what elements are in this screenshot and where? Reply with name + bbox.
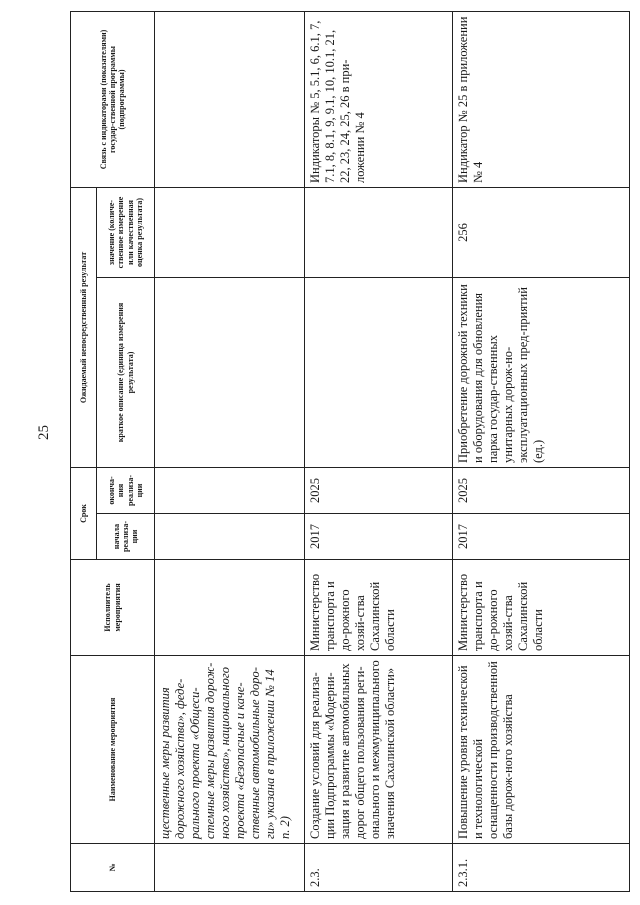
program-table — [70, 11, 630, 892]
row-desc — [155, 278, 305, 468]
row-executor: Министерство транспорта и до-рожного хозяй-ства Сахалинской области — [305, 560, 453, 656]
row-desc — [305, 278, 453, 468]
row-executor: Министерство транспорта и до-рожного хозяй-ства Сахалинской области — [453, 560, 630, 656]
row-end: 2025 — [305, 468, 453, 514]
row-num: 2.3.1. — [453, 844, 630, 892]
row-start: 2017 — [453, 514, 630, 560]
header-link: Связь с индикаторами (показателями) государ-ственной программы (подпрограммы) — [71, 12, 155, 188]
header-name: Наименование мероприятия — [71, 656, 155, 844]
row-name: Создание условий для реализа-ции Подпрограммы «Модерни-зация и развитие автомобильных дорог общего пользования реги-онального и межмуниципального значения Сахалинской области» — [305, 656, 453, 844]
program-table-sheet — [70, 12, 630, 892]
row-desc: Приобретение дорожной техники и оборудования для обновления парка государ-ственных унитарных дорож-но-эксплуатационных пред-приятий (ед.) — [453, 278, 630, 468]
row-num — [155, 844, 305, 892]
row-link — [155, 12, 305, 188]
row-value — [155, 188, 305, 278]
header-result: Ожидаемый непосредственный результат — [71, 188, 97, 468]
header-num: № — [71, 844, 155, 892]
row-start — [155, 514, 305, 560]
row-name: Повышение уровня технической и технологической оснащенности производственной базы дорож-ного хозяйства — [453, 656, 630, 844]
row-value — [305, 188, 453, 278]
row-executor — [155, 560, 305, 656]
row-end — [155, 468, 305, 514]
row-link: Индикатор № 25 в приложении № 4 — [453, 12, 630, 188]
row-name: щественные меры развития дорожного хозяйства», феде-рального проекта «Общеси-стемные меры развития дорож-ного хозяйства», национального проекта «Безопасные и каче-ственные автомобильные доро-ги» указана в приложении № 14 п. 2) — [155, 656, 305, 844]
header-result-value: значение (количе-ственное измерение или качественная оценка результата) — [97, 188, 155, 278]
page-number: 25 — [36, 425, 52, 440]
header-result-desc: краткое описание (единица измерения результата) — [97, 278, 155, 468]
table-row — [305, 12, 453, 892]
row-start: 2017 — [305, 514, 453, 560]
row-end: 2025 — [453, 468, 630, 514]
header-term-end: оконча-ния реализа-ции — [97, 468, 155, 514]
table-row — [155, 12, 305, 892]
header-term: Срок — [71, 468, 97, 560]
header-executor: Исполнитель мероприятия — [71, 560, 155, 656]
row-value: 256 — [453, 188, 630, 278]
row-link: Индикаторы № 5, 5.1, 6, 6.1, 7, 7.1, 8, 8.1, 9, 9.1, 10, 10.1, 21, 22, 23, 24, 25, 26 в при-ложении № 4 — [305, 12, 453, 188]
header-term-start: начала реализа-ции — [97, 514, 155, 560]
table-row — [453, 12, 630, 892]
row-num: 2.3. — [305, 844, 453, 892]
